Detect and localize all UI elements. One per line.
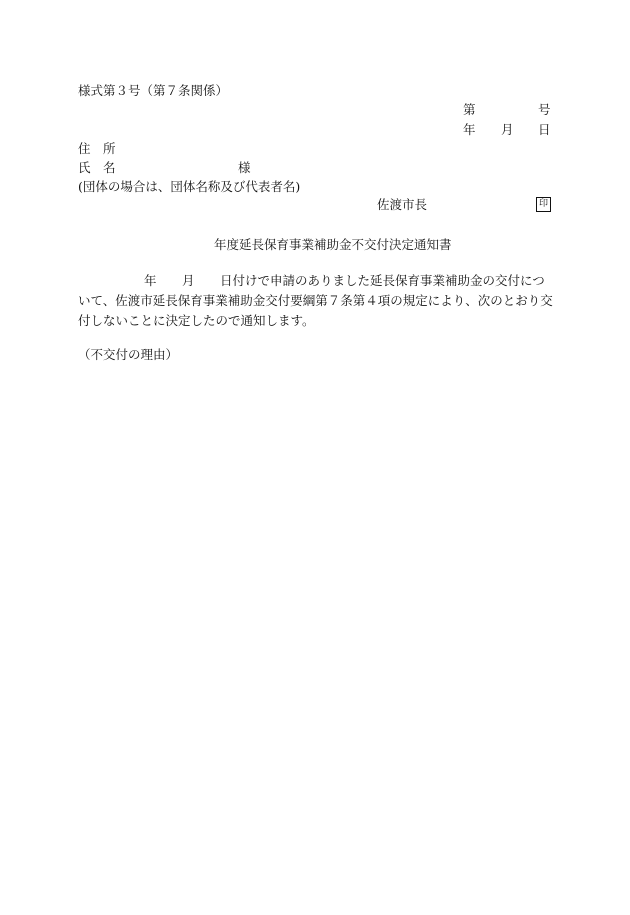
name-label: 氏 名: [78, 160, 116, 175]
organization-note: (団体の場合は、団体名称及び代表者名): [78, 179, 301, 194]
notice-line-3: 付しないことに決定したので通知します。: [78, 313, 315, 328]
honorific-label: 様: [238, 160, 251, 175]
seal-mark: 印: [536, 197, 551, 212]
date-year-label: 年: [463, 122, 476, 137]
body-year-label: 年: [144, 273, 157, 288]
reason-label: （不交付の理由）: [78, 347, 179, 362]
notice-line-2: いて、佐渡市延長保育事業補助金交付要綱第７条第４項の規定により、次のとおり交: [78, 293, 553, 308]
date-month-label: 月: [501, 122, 514, 137]
reference-number-prefix: 第: [463, 102, 476, 117]
date-day-label: 日: [538, 122, 551, 137]
reference-number-suffix: 号: [538, 102, 551, 117]
body-line-1-text: 日付けで申請のありました延長保育事業補助金の交付につ: [220, 273, 545, 288]
notice-body: [78, 271, 552, 331]
body-month-label: 月: [182, 273, 195, 288]
form-number: 様式第３号（第７条関係）: [78, 83, 229, 98]
address-label: 住 所: [78, 141, 116, 156]
notice-line-1: [78, 271, 552, 291]
issuer-title: 佐渡市長: [377, 197, 428, 212]
document-title: 年度延長保育事業補助金不交付決定通知書: [214, 237, 452, 252]
